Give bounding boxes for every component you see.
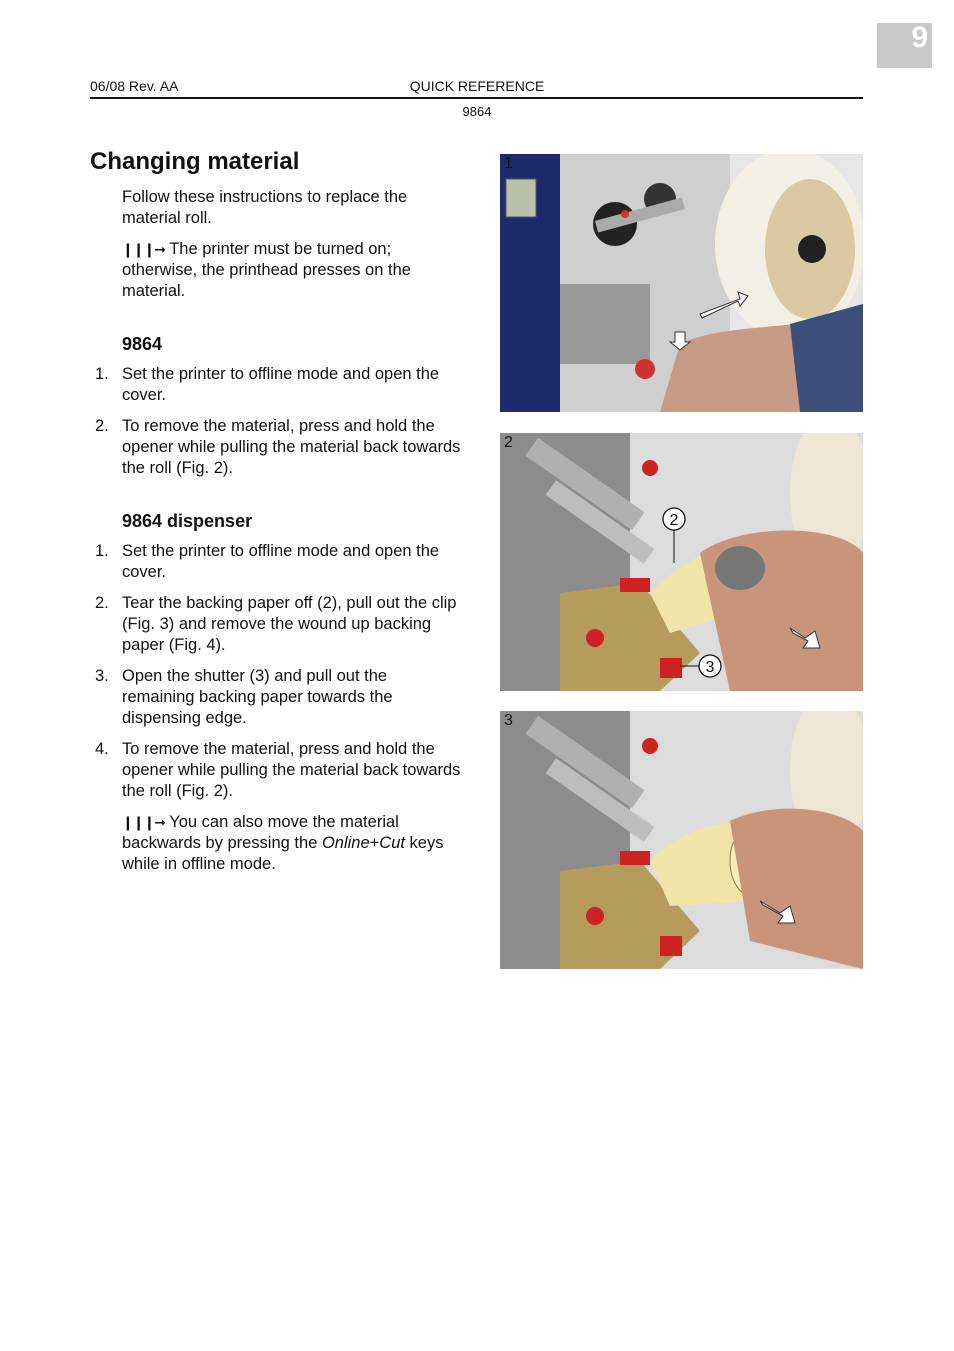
figure-3-photo xyxy=(500,711,863,969)
figure-2-label: 2 xyxy=(504,434,513,451)
section-dispenser-steps xyxy=(90,541,462,802)
list-item: 3. Open the shutter (3) and pull out the remaining backing paper towards the dispensing edge. xyxy=(95,667,393,727)
list-item: 1. Set the printer to offline mode and open the cover. xyxy=(95,365,440,404)
note-arrow-icon: ❙❙❙➞ xyxy=(122,241,165,257)
figure-2-photo xyxy=(500,433,863,691)
section-dispenser-title: 9864 dispenser xyxy=(122,511,253,531)
section-9864-title: 9864 xyxy=(122,334,163,354)
header-rule xyxy=(90,97,863,99)
figure-1-photo xyxy=(500,154,863,412)
key-online: Online xyxy=(321,834,370,852)
note-power-on-text: The printer must be turned on; otherwise, the printhead presses on the material. xyxy=(122,240,411,300)
callout-2: 2 xyxy=(669,512,679,529)
note-arrow-icon: ❙❙❙➞ xyxy=(122,814,165,830)
section-9864-steps xyxy=(90,364,462,479)
note-backward: ❙❙❙➞ You can also move the material backwards by pressing the Online+Cut keys while in offline mode. xyxy=(122,813,444,873)
intro-text: Follow these instructions to replace the material roll. xyxy=(122,188,408,227)
list-item: 2. Tear the backing paper off (2), pull out the clip (Fig. 3) and remove the wound up backing paper (Fig. 4). xyxy=(95,594,457,654)
page-number-tab: 9 xyxy=(877,23,932,68)
figure-1-label: 1 xyxy=(504,155,513,172)
note-power-on xyxy=(122,239,462,302)
figure-3-label: 3 xyxy=(504,712,513,729)
key-cut: Cut xyxy=(379,834,405,852)
section-label: QUICK REFERENCE xyxy=(409,78,545,94)
model-code: 9864 xyxy=(462,104,492,119)
instructions-column xyxy=(90,146,462,875)
page-title: Changing material xyxy=(90,148,300,175)
revision-label: 06/08 Rev. AA xyxy=(90,78,179,94)
list-item: 4. To remove the material, press and hold the opener while pulling the material back towards the roll (Fig. 2). xyxy=(95,740,461,800)
callout-3: 3 xyxy=(705,659,715,676)
list-item: 1. Set the printer to offline mode and open the cover. xyxy=(95,542,440,581)
list-item: 2. To remove the material, press and hold the opener while pulling the material back towards the roll (Fig. 2). xyxy=(95,417,461,477)
